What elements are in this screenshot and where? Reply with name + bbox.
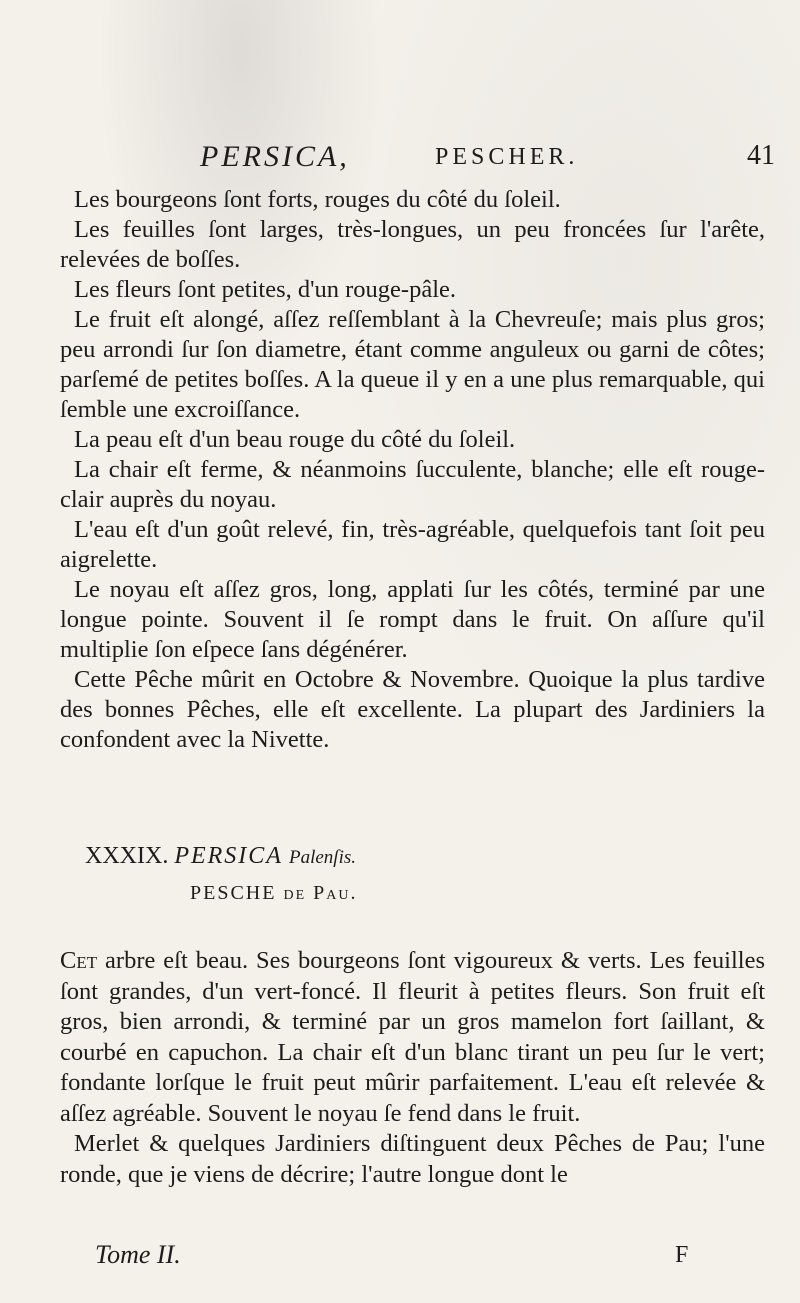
volume-label: Tome II. [95,1240,181,1269]
running-subtitle: PESCHER. [435,144,579,170]
running-header [200,140,775,180]
paragraph: L'eau eſt d'un goût relevé, fin, très-agréable, quelquefois tant ſoit peu aigrelette. [60,516,765,573]
latin-name: PERSICA [174,843,283,869]
running-title: PERSICA, [200,140,350,173]
page-number: 41 [747,140,775,171]
paragraph: Les fleurs ſont petites, d'un rouge-pâle. [74,276,457,303]
paragraph-text: arbre eſt beau. Ses bourgeons ſont vigoureux & verts. Les feuilles ſont grandes, d'un vert-foncé. Il fleurit à petites fleurs. Son fruit eſt gros, bien arrondi, & terminé par un gros mamelon fort ſaillant, & courbé en capuchon. La chair eſt d'un blanc tirant un peu ſur le vert; fondante lorſque le fruit peut mûrir parfaitement. L'eau eſt relevée & aſſez agréable. Souvent le noyau ſe fend dans le fruit. [60,947,765,1127]
french-name [190,882,357,905]
signature-mark: F [675,1242,689,1268]
entry-heading [85,843,356,870]
lead-word: Cet [60,947,98,974]
paragraph: La chair eſt ferme, & néanmoins ſucculente, blanche; elle eſt rouge-clair auprès du noyau. [60,456,765,513]
paragraph: Les bourgeons ſont forts, rouges du côté du ſoleil. [74,186,561,213]
paragraph [60,946,765,1129]
latin-epithet: Palenſis. [288,847,356,868]
french-name-text: PESCHE de Pau. [190,882,358,904]
paragraph: Merlet & quelques Jardiniers diſtinguent deux Pêches de Pau; l'une ronde, que je viens de décrire; l'autre longue dont le [60,1130,765,1188]
description-bottom [60,946,765,1190]
paragraph: Le fruit eſt alongé, aſſez reſſemblant à la Chevreuſe; mais plus gros; peu arrondi ſur ſon diametre, étant comme anguleux ou garni de côtes; parſemé de petites boſſes. A la queue il y en a une plus remarquable, qui ſemble une excroiſſance. [60,306,765,423]
description-top [60,185,765,755]
paragraph: Cette Pêche mûrit en Octobre & Novembre. Quoique la plus tardive des bonnes Pêches, elle eſt excellente. La plupart des Jardiniers la confondent avec la Nivette. [60,666,765,753]
paragraph: Le noyau eſt aſſez gros, long, applati ſur les côtés, terminé par une longue pointe. Souvent il ſe rompt dans le fruit. On aſſure qu'il multiplie ſon eſpece ſans dégénérer. [60,576,765,663]
entry-number: XXXIX. [85,843,169,869]
paragraph: La peau eſt d'un beau rouge du côté du ſoleil. [74,426,516,453]
page-footer [95,1240,695,1276]
paragraph: Les feuilles ſont larges, très-longues, un peu froncées ſur l'arête, relevées de boſſes. [60,216,765,273]
